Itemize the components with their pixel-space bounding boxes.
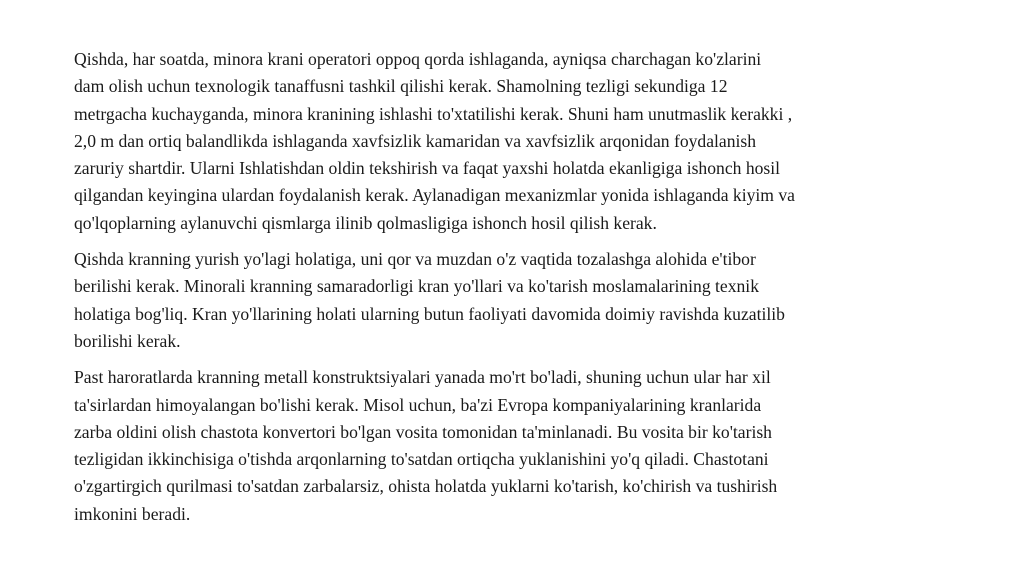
paragraph-crane-track-maintenance: Qishda kranning yurish yo'lagi holatiga, uni qor va muzdan o'z vaqtida tozalashga alohida e'tibor berilishi kerak. Minorali kranning samaradorligi kran yo'llari va ko'tarish moslamalarining texnik holatiga bog'liq. Kran yo'llarining holati ularning butun faoliyati davomida doimiy ravishda kuzatilib borilishi kerak. [74,249,785,351]
paragraph-low-temperature-structures: Past haroratlarda kranning metall konstruktsiyalari yanada mo'rt bo'ladi, shuning uchun ular har xil ta'sirlardan himoyalangan bo'lishi kerak. Misol uchun, ba'zi Evropa kompaniyalarining kranlarida zarba oldini olish chastota konvertori bo'lgan vosita tomonidan ta'minlanadi. Bu vosita bir ko'tarish tezligidan ikkinchisiga o'tishda arqonlarning to'satdan ortiqcha yuklanishini yo'q qiladi. Chastotani o'zgartirgich qurilmasi to'satdan zarbalarsiz, ohista holatda yuklarni ko'tarish, ko'chirish va tushirish imkonini beradi. [74,367,778,524]
slide-text-body [74,46,964,537]
paragraph-winter-operator-safety: Qishda, har soatda, minora krani operatori oppoq qorda ishlaganda, ayniqsa charchagan ko'zlarini dam olish uchun texnologik tanaffusni tashkil qilishi kerak. Shamolning tezligi sekundiga 12 metrgacha kuchayganda, minora kranining ishlashi to'xtatilishi kerak. Shuni ham unutmaslik kerakki , 2,0 m dan ortiq balandlikda ishlaganda xavfsizlik kamaridan va xavfsizlik arqonidan foydalanish zaruriy shartdir. Ularni Ishlatishdan oldin tekshirish va faqat yaxshi holatda ekanligiga ishonch hosil qilgandan keyingina ulardan foydalanish kerak. Aylanadigan mexanizmlar yonida ishlaganda kiyim va qo'lqoplarning aylanuvchi qismlarga ilinib qolmasligiga ishonch hosil qilish kerak. [74,49,795,233]
